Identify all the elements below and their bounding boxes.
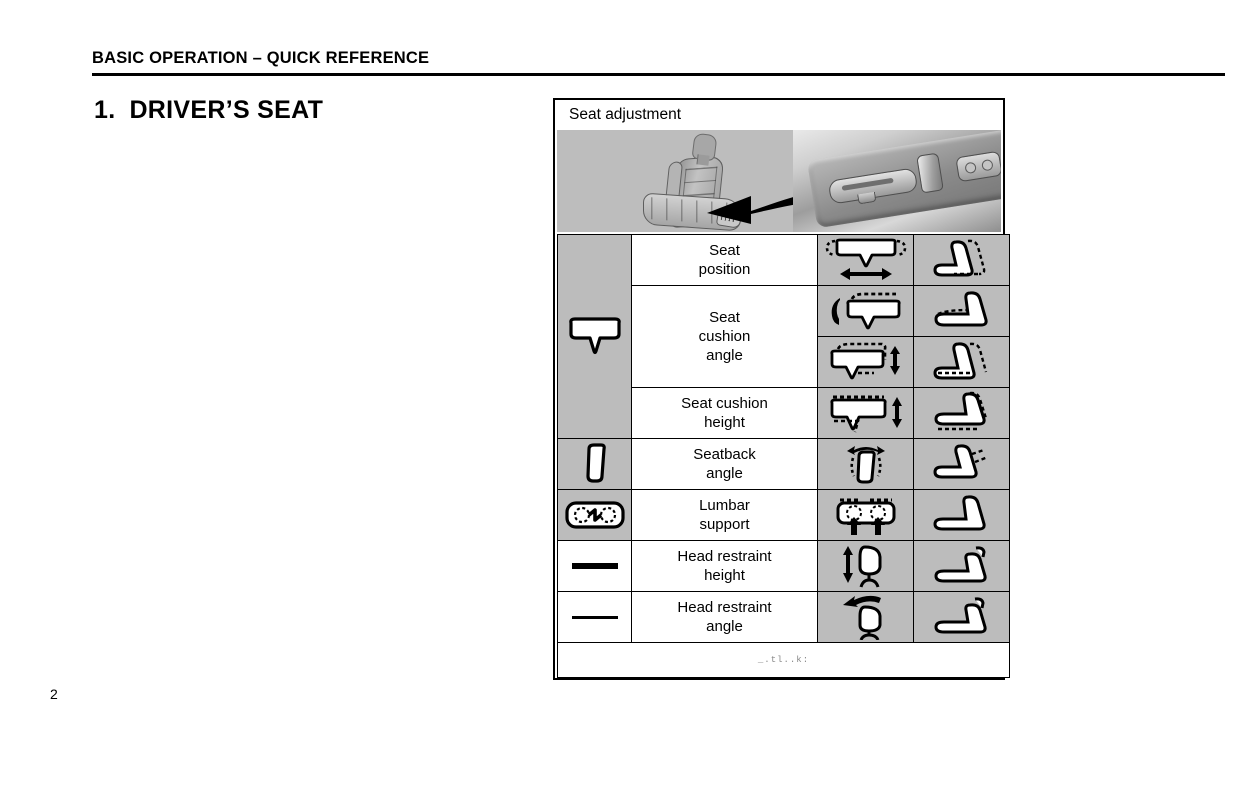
movement-icon-cell [818,439,914,490]
label-line-2: support [699,516,750,533]
seatback-knob-icon [582,443,608,485]
label-line-1: Seat [709,309,740,326]
result-icon-cell [914,286,1010,337]
seat-slide-fore-aft-icon [926,238,998,282]
driver-seat-photo [557,130,793,232]
movement-icon-cell [818,235,914,286]
seat-adjustment-table [557,234,1010,678]
movement-icon-cell [818,490,914,541]
seat-cushion-tilt-icon [926,290,998,332]
dash-thin-icon [570,612,620,622]
movement-icon-cell [818,388,914,439]
result-icon-cell [914,439,1010,490]
section-title [94,96,323,125]
result-icon-cell [914,337,1010,388]
seat-cushion-rear-tilt-icon [926,340,998,384]
section-number: 1. [94,96,116,124]
headrest-up-down-icon [835,543,897,589]
switch-tilt-rear-vertical-icon [824,340,908,384]
dash-thick-icon [570,560,620,572]
result-icon-cell [914,235,1010,286]
table-row [558,439,1010,490]
control-icon-cell-dash-thick [558,541,632,592]
t-shaped-seat-switch-icon [566,317,624,357]
label-line-1: Head restraint [677,548,772,565]
adjustment-label-seat-cushion-angle [632,286,818,388]
label-line-2: position [698,261,751,278]
label-line-2: height [704,567,745,584]
result-icon-cell [914,490,1010,541]
running-header-title: BASIC OPERATION – QUICK REFERENCE [92,49,430,67]
seatback-recline-icon [926,442,998,486]
section-title-text: DRIVER’S SEAT [129,96,324,124]
adjustment-label-lumbar-support [632,490,818,541]
table-footer-band [558,643,1010,678]
adjustment-label-seat-position [632,235,818,286]
switch-slide-horizontal-icon [824,238,908,282]
header-divider-rule [92,73,1225,76]
panel-caption: Seat adjustment [569,106,682,123]
movement-icon-cell [818,337,914,388]
switch-tilt-front-icon [824,290,908,332]
movement-icon-cell [818,286,914,337]
seat-headrest-angle-icon [926,596,998,638]
movement-icon-cell [818,592,914,643]
label-line-2: angle [706,618,743,635]
control-icon-cell-seat-switch [558,235,632,439]
label-line-1: Seat cushion [681,395,768,412]
control-icon-cell-lumbar [558,490,632,541]
movement-icon-cell [818,541,914,592]
knob-rotate-icon [833,442,899,486]
result-icon-cell [914,388,1010,439]
label-line-1: Seat [709,242,740,259]
table-row [558,235,1010,286]
adjustment-label-head-restraint-angle [632,592,818,643]
result-icon-cell [914,541,1010,592]
label-line-2: angle [706,465,743,482]
result-icon-cell [914,592,1010,643]
headrest-tilt-icon [835,594,897,640]
seat-illustration [635,134,755,230]
label-line-2: cushion [698,328,751,345]
photo-strip [557,130,1001,232]
label-line-1: Seatback [693,446,756,463]
label-line-2: height [704,414,745,431]
seat-lumbar-icon [926,494,998,536]
adjustment-label-seatback-angle [632,439,818,490]
running-header [92,48,1225,76]
seat-cushion-raise-icon [926,391,998,435]
control-icon-cell-seatback-knob [558,439,632,490]
label-line-3: angle [706,347,743,364]
table-row [558,490,1010,541]
table-row [558,592,1010,643]
table-row [558,541,1010,592]
seat-adjustment-panel [553,98,1005,680]
page-number: 2 [50,686,58,702]
adjustment-label-seat-cushion-height [632,388,818,439]
seat-headrest-height-icon [926,545,998,587]
label-line-1: Lumbar [699,497,750,514]
lumbar-oval-switch-icon [564,499,626,531]
seat-switch-photo [793,130,1001,232]
lumbar-press-icon [830,493,902,537]
switch-lift-vertical-icon [824,391,908,435]
label-line-1: Head restraint [677,599,772,616]
scan-artifact-mark: _.tl..k: [558,643,1010,678]
adjustment-label-head-restraint-height [632,541,818,592]
control-icon-cell-dash-thin [558,592,632,643]
